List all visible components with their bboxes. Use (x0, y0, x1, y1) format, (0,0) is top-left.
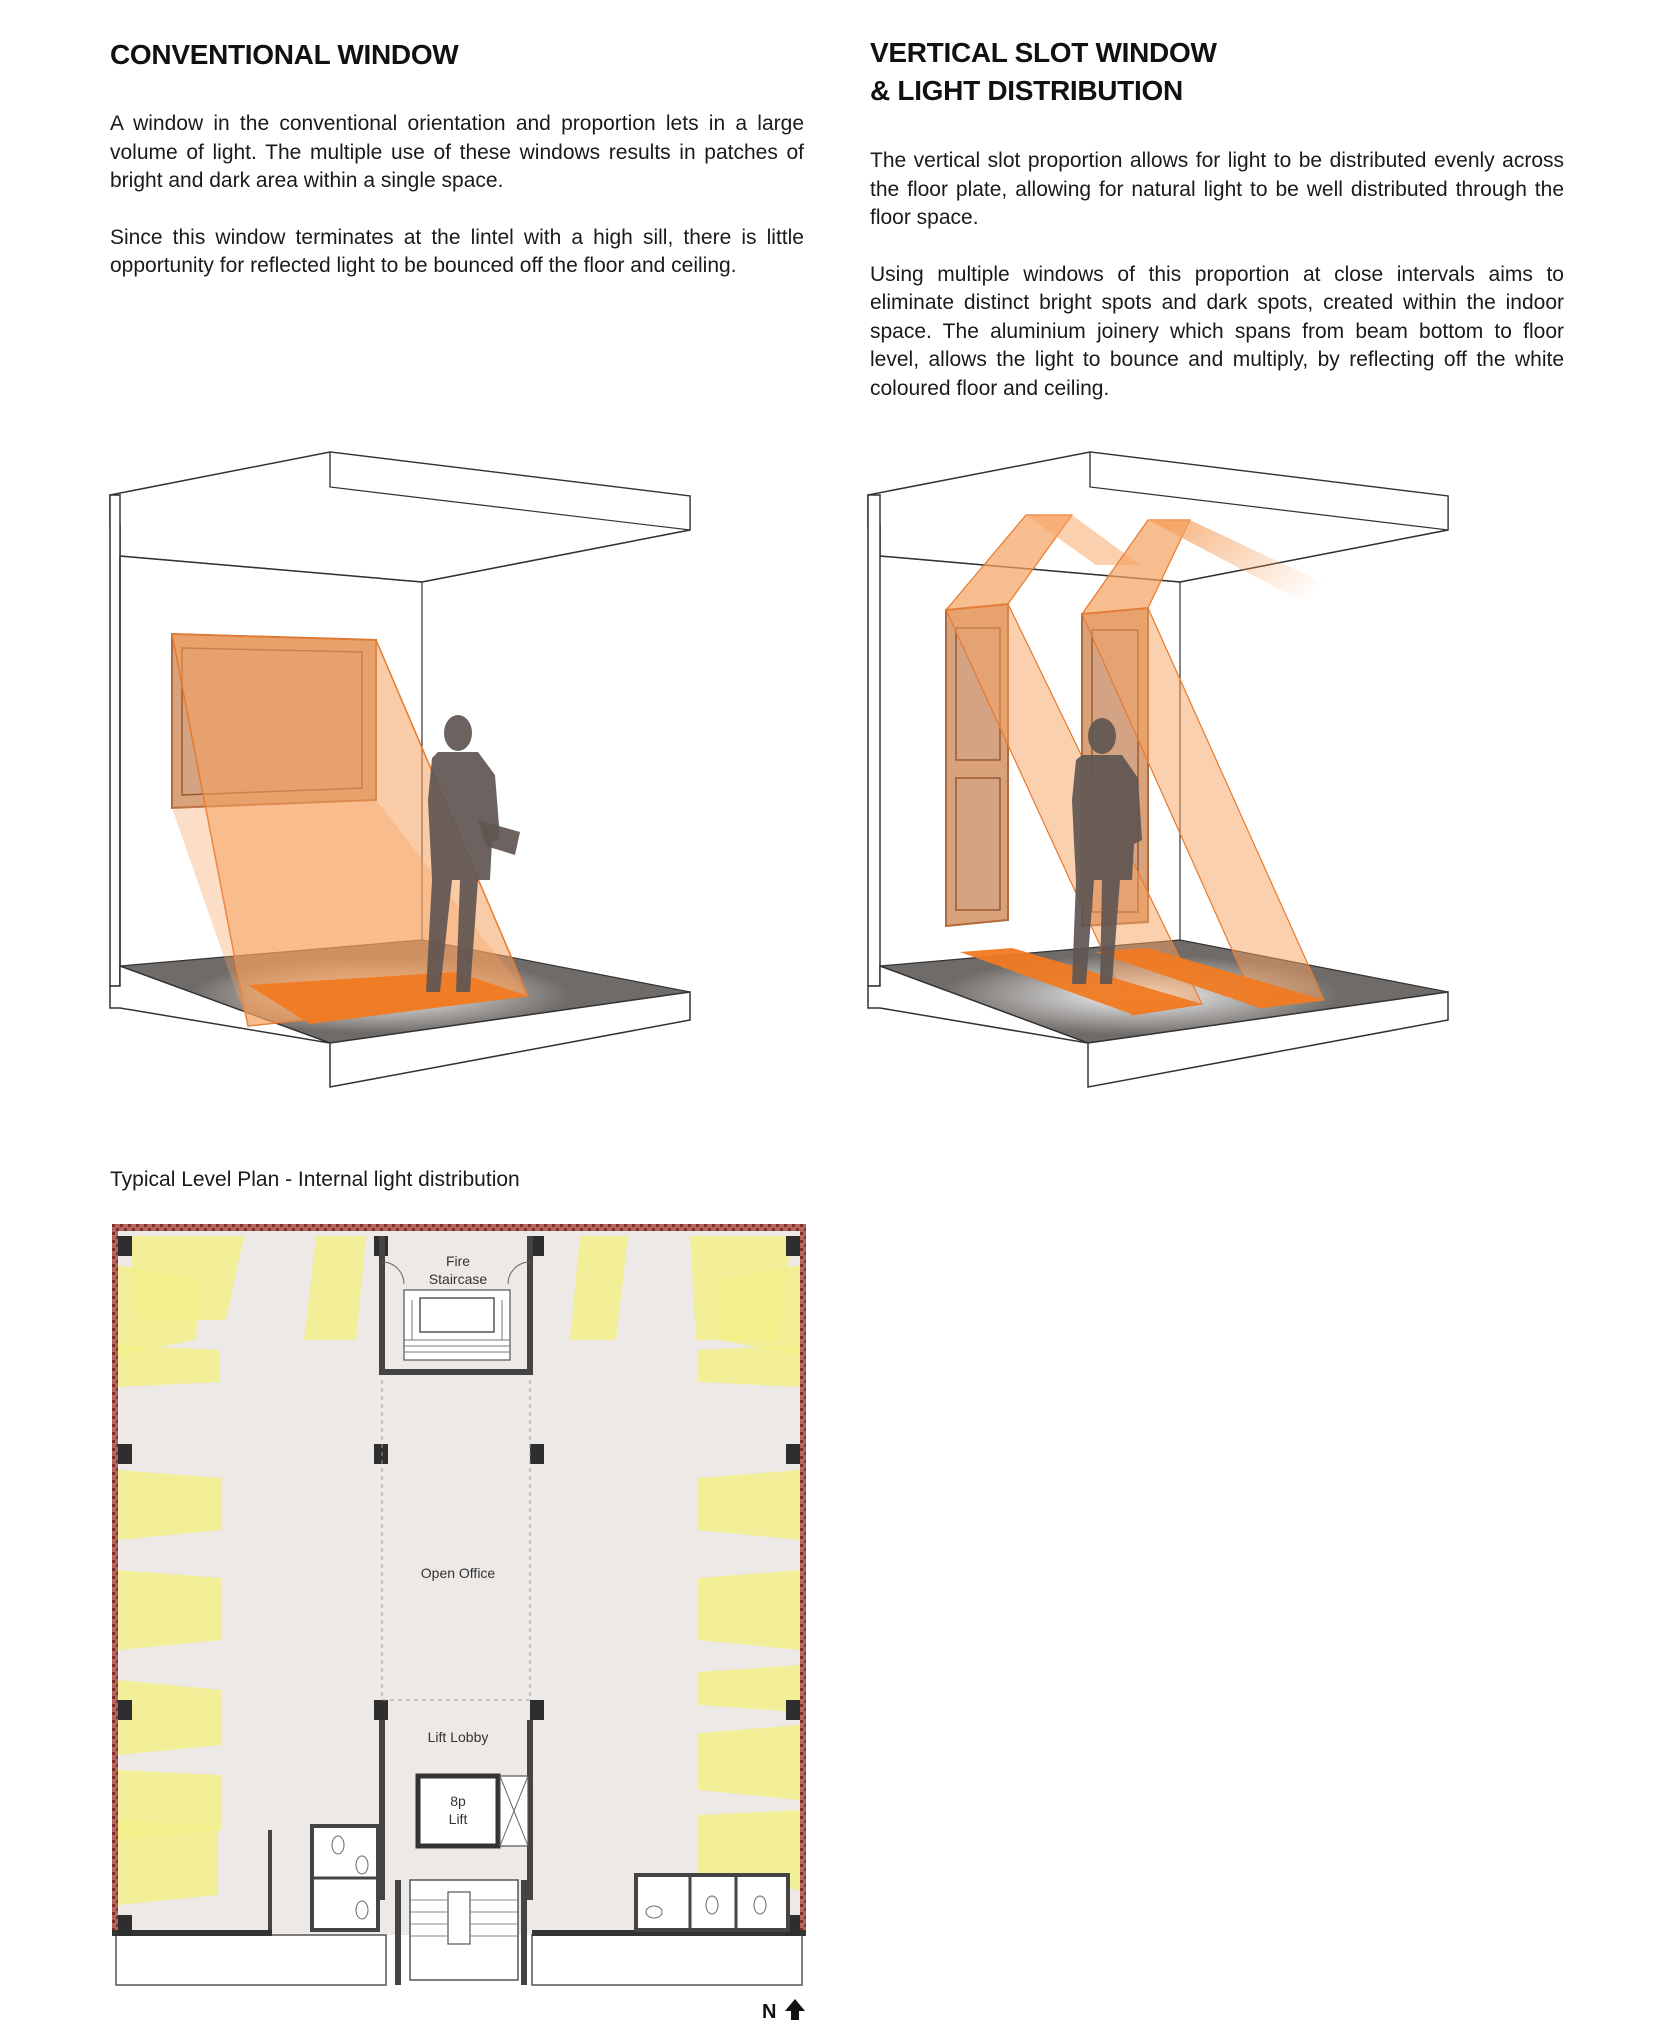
right-paragraph-2: Using multiple windows of this proportion at close intervals aims to eliminate distinct bright spots and dark spots, created within the indoor space. The aluminium joinery which spans from beam bottom to floor level, allows the light to bounce and multiply, by reflecting off the white coloured floor and ceiling. (870, 262, 1564, 400)
lift-label-line-2: Lift (448, 1811, 468, 1827)
plan-wall-top (112, 1224, 806, 1231)
left-paragraph-1: A window in the conventional orientation and proportion lets in a large volume of light. The multiple use of these windows results in patches of bright and dark area within a single space. (110, 112, 804, 192)
toilets-right (636, 1875, 788, 1930)
floor-plan (112, 1224, 806, 2023)
plan-caption: Typical Level Plan - Internal light distribution (110, 1168, 520, 1191)
left-wall (110, 495, 120, 986)
right-heading-line-2: & LIGHT DISTRIBUTION (870, 75, 1183, 106)
open-office-label: Open Office (420, 1565, 496, 1581)
vertical-slot-room (868, 452, 1448, 1087)
right-heading-line-1: VERTICAL SLOT WINDOW (870, 37, 1217, 68)
lift-label-line-1: 8p (450, 1793, 466, 1809)
fire-staircase-label-line-1: Fire (445, 1253, 471, 1269)
plan-wall-left (112, 1224, 118, 1936)
lift-lobby-label: Lift Lobby (427, 1729, 489, 1745)
right-paragraph-1: The vertical slot proportion allows for light to be distributed evenly across the floor plate, allowing for natural light to be well distributed through the floor space. (870, 149, 1564, 229)
conventional-window-room (110, 452, 690, 1087)
left-paragraph-2: Since this window terminates at the lintel with a high sill, there is little opportunity for reflected light to be bounced off the floor and ceiling. (110, 225, 804, 277)
left-heading: CONVENTIONAL WINDOW (110, 39, 459, 70)
north-arrow-icon (785, 1999, 805, 2020)
fire-staircase-label-line-2: Staircase (428, 1271, 488, 1287)
plan-wall-right (800, 1224, 806, 1936)
north-label: N (762, 2001, 777, 2023)
